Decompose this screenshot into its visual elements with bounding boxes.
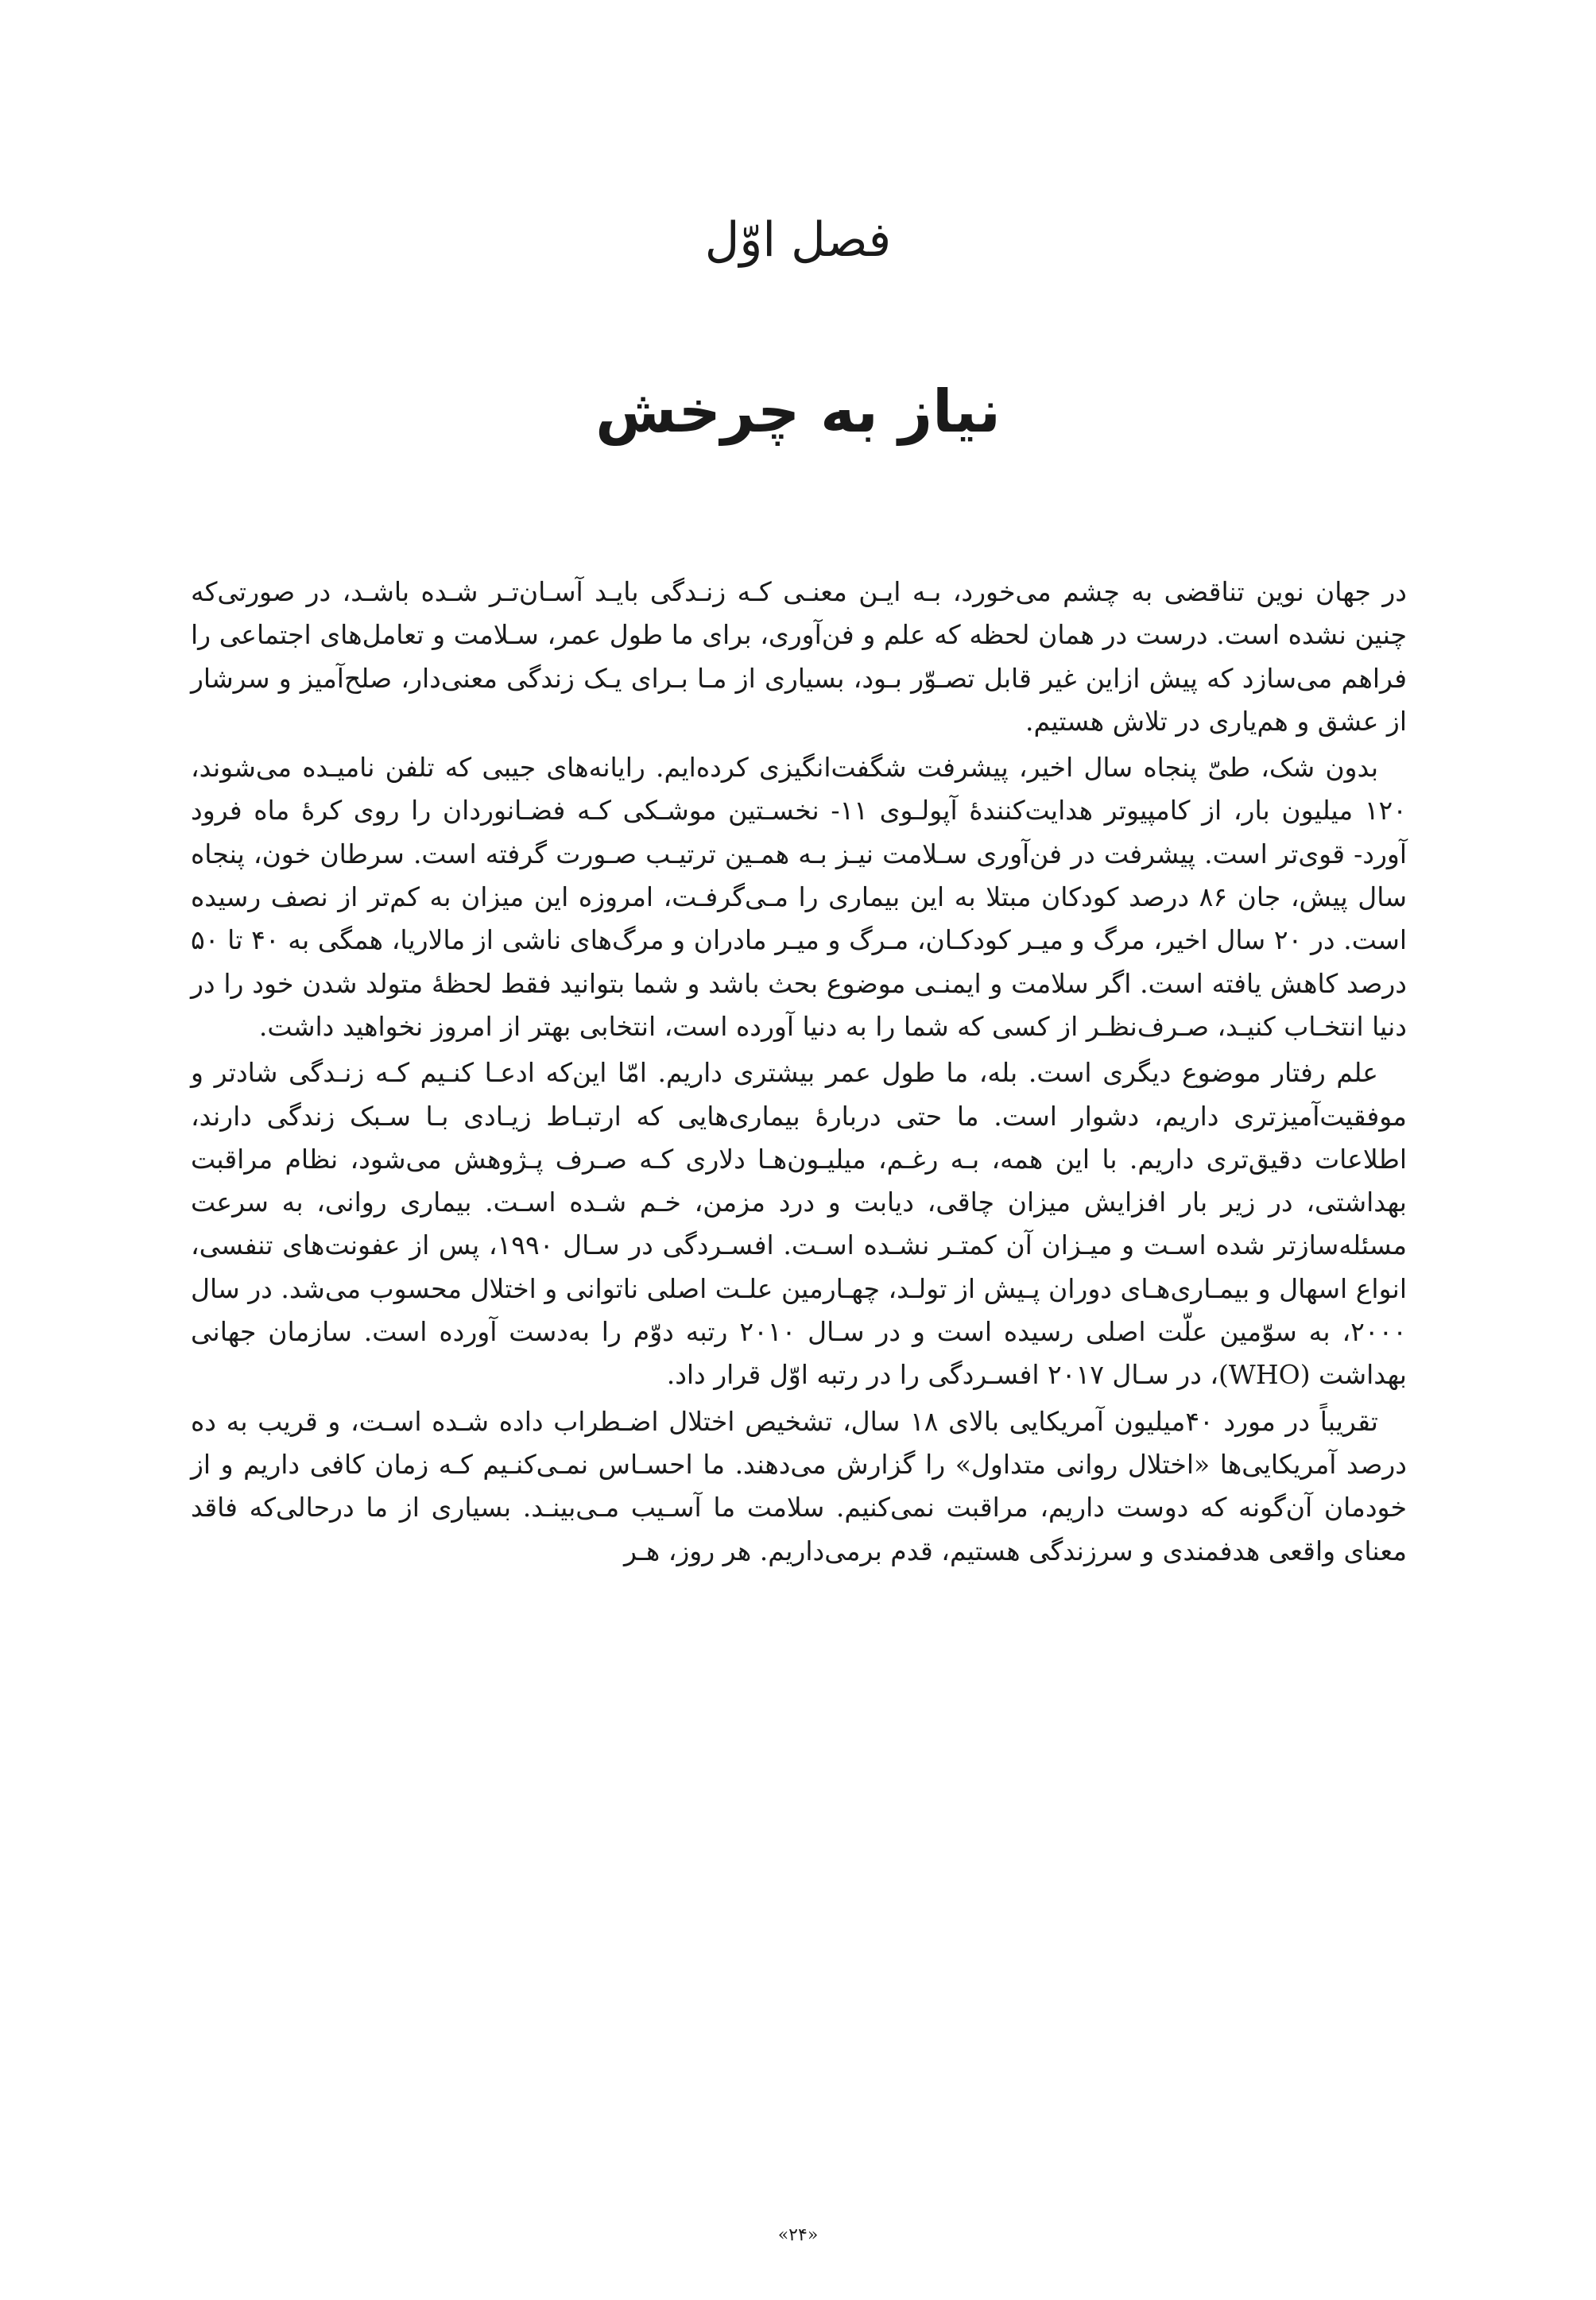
body-text <box>191 571 1407 1576</box>
paragraph-1: در جهان نوین تناقضی به چشم می‌خورد، بـه ایـن معنـی کـه زنـدگی بایـد آسـان‌تـر شـده باشـد، در صورتی‌که چنین نشده است. درست در همان لحظه که علم و فن‌آوری، برای ما طول عمر، سـلامت و تعامل‌های اجتماعی را فراهم می‌سازد که پیش ازاین غیر قابل تصـوّر بـود، بسیاری از مـا بـرای یـک زندگی معنی‌دار، صلح‌آمیز و سرشار از عشق و هم‌یاری در تلاش هستیم. <box>191 576 1407 737</box>
page-number: «۲۴» <box>777 2225 819 2245</box>
paragraph-2: بدون شک، طیّ پنجاه سال اخیر، پیشرفت شگفت‌انگیزی کرده‌ایم. رایانه‌های جیبی که تلفن نامیـده می‌شوند، ۱۲۰ میلیون بار، از کامپیوتر هدایت‌کنندۀ آپولـوی ۱۱- نخسـتین موشـکی کـه فضـانوردان را روی کرۀ ماه فرود آورد- قوی‌تر است. پیشرفت در فن‌آوری سـلامت نیـز بـه همـین ترتیـب صـورت گرفته است. سرطان خون، پنجاه سال پیش، جان ۸۶ درصد کودکان مبتلا به این بیماری را مـی‌گرفـت، امروزه این میزان به کم‌تر از نصف رسیده است. در ۲۰ سال اخیر، مرگ و میـر کودکـان، مـرگ و میـر مادران و مرگ‌های ناشی از مالاریا، همگی به ۴۰ تا ۵۰ درصد کاهش یافته است. اگر سلامت و ایمنـی موضوع بحث باشد و شما بتوانید فقط لحظۀ متولد شدن خود را در دنیا انتخـاب کنیـد، صـرف‌نظـر از کسی که شما را به دنیا آورده است، انتخابی بهتر از امروز نخواهید داشت. <box>191 752 1408 1042</box>
chapter-title: نیاز به چرخش <box>595 378 1001 446</box>
paragraph-3: علم رفتار موضوع دیگری است. بله، ما طول عمر بیشتری داریم. امّا این‌که ادعـا کنـیم کـه زنـدگی شادتر و موفقیت‌آمیزتری داریم، دشوار است. ما حتی دربارۀ بیماری‌هایی که ارتبـاط زیـادی بـا سـبک زندگی دارند، اطلاعات دقیق‌تری داریم. با این همه، بـه رغـم، میلیـون‌هـا دلاری کـه صـرف پـژوهش می‌شود، نظام مراقبت بهداشتی، در زیر بار افزایش میزان چاقی، دیابت و درد مزمن، خـم شـده اسـت. بیماری روانی، به سرعت مسئله‌سازتر شده اسـت و میـزان آن کمتـر نشـده اسـت. افسـردگی در سـال ۱۹۹۰، پس از عفونت‌های تنفسی، انواع اسهال و بیمـاری‌هـای دوران پـیش از تولـد، چهـارمین علـت اصلی ناتوانی و اختلال محسوب می‌شد. در سال ۲۰۰۰، به سوّمین علّت اصلی رسیده است و در سـال ۲۰۱۰ رتبه دوّم را به‌دست آورده است. سازمان جهانی بهداشت (WHO)، در سـال ۲۰۱۷ افسـردگی را در رتبه اوّل قرار داد. <box>191 1057 1408 1391</box>
chapter-label: فصل اوّل <box>704 212 892 268</box>
paragraph-4: تقریباً در مورد ۴۰میلیون آمریکایی بالای ۱۸ سال، تشخیص اختلال اضـطراب داده شـده اسـت، و قریب به ده درصد آمریکایی‌ها «اختلال روانی متداول» را گزارش می‌دهند. ما احسـاس نمـی‌کنـیم کـه زمان کافی داریم و از خودمان آن‌گونه که دوست داریم، مراقبت نمی‌کنیم. سلامت ما آسـیب مـی‌بینـد. بسیاری از ما درحالی‌که فاقد معنای واقعی هدفمندی و سرزندگی هستیم، قدم برمی‌داریم. هر روز، هـر <box>191 1405 1407 1566</box>
